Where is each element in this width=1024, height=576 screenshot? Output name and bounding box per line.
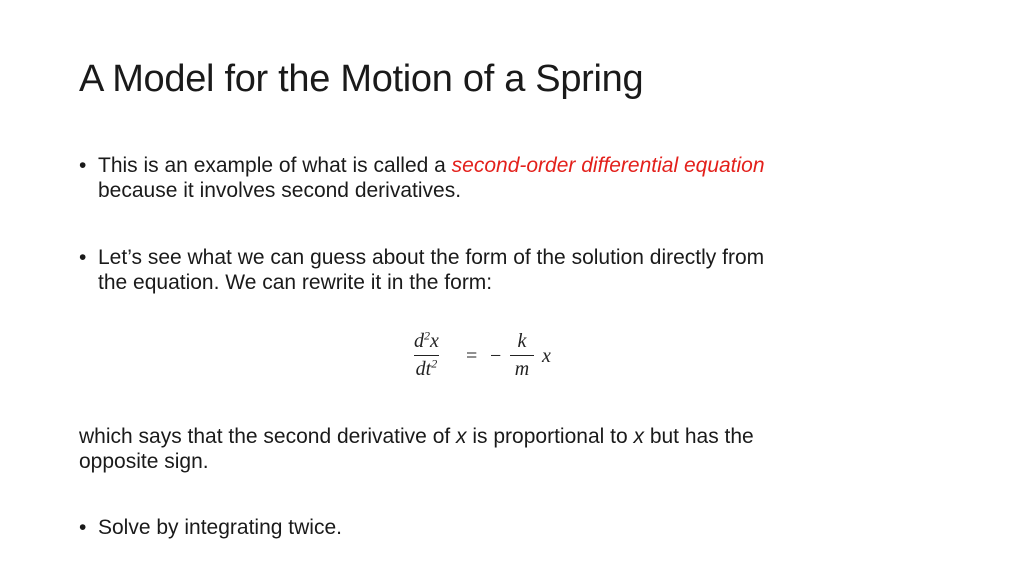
lhs-fraction: $d^2x$ $dt^2$	[414, 328, 439, 380]
bullet-line-1: Let’s see what we can guess about the form of the solution directly from	[98, 246, 765, 269]
bullet-guess-solution	[79, 245, 958, 295]
rhs-fraction: k m	[510, 330, 534, 381]
bullet-dot: •	[79, 516, 87, 539]
explanation-paragraph: which says that the second derivative of x is proportional to x but has the opposite sign.	[79, 425, 754, 473]
bullet-text-suffix: because it involves second derivatives.	[98, 179, 462, 202]
minus-sign: −	[490, 345, 502, 367]
bullet-dot: •	[79, 154, 87, 177]
equation	[410, 330, 570, 390]
emphasis-term: second-order differential equation	[451, 154, 765, 177]
rhs-variable: x	[542, 345, 551, 367]
bullet-integrate	[79, 515, 958, 540]
bullet-line-2: the equation. We can rewrite it in the form:	[98, 271, 493, 294]
bullet-second-order	[79, 153, 958, 203]
bullet-dot: •	[79, 246, 87, 269]
slide-title: A Model for the Motion of a Spring	[79, 58, 644, 100]
bullet-text-prefix: This is an example of what is called a	[98, 154, 452, 177]
bullet-text: Solve by integrating twice.	[98, 516, 342, 539]
equals-sign: =	[466, 345, 478, 367]
